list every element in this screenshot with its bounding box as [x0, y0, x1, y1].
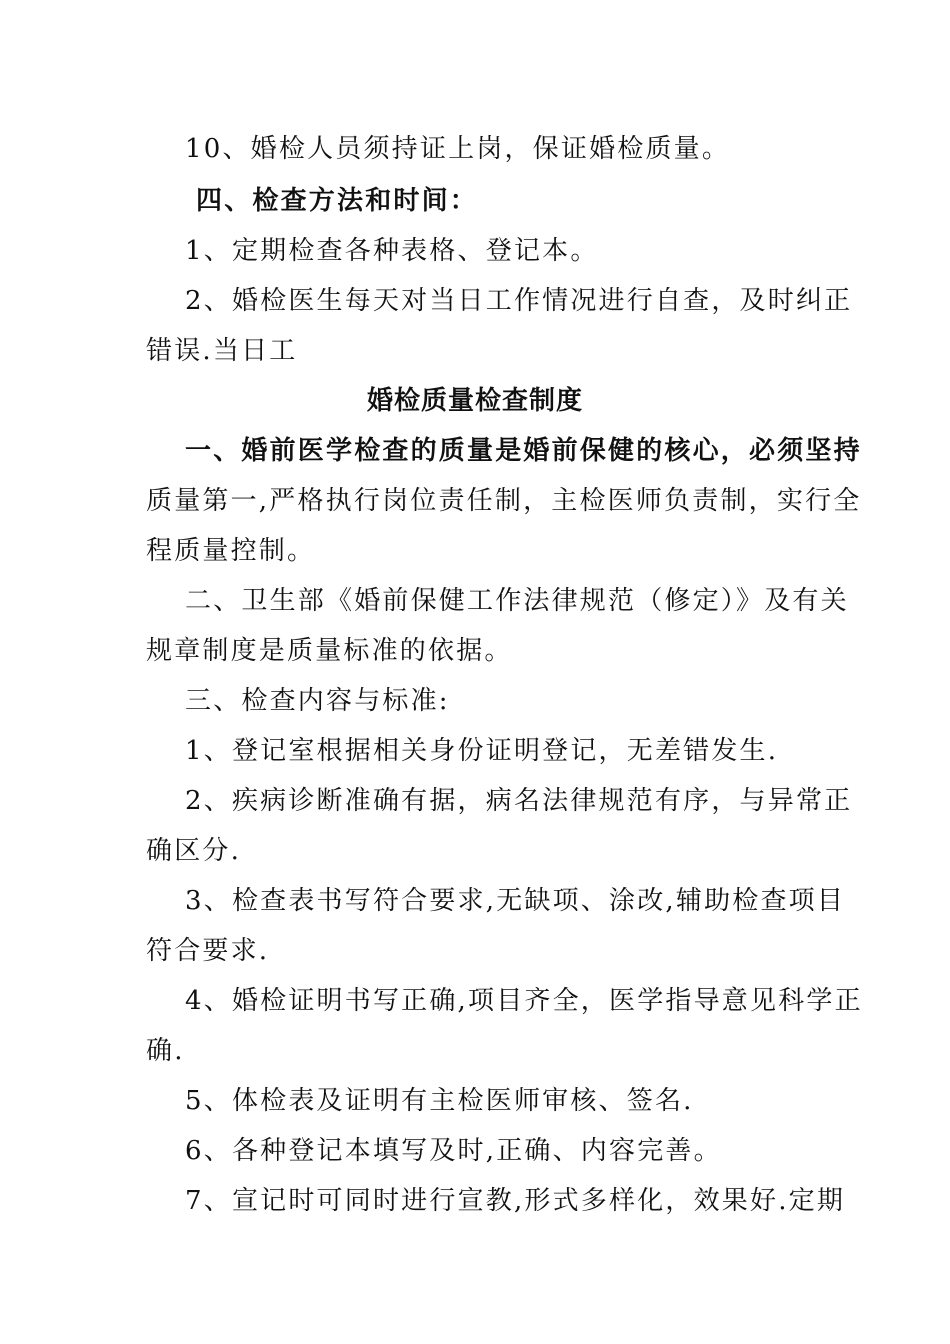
- section-2-paragraph-line-2: 规章制度是质量标准的依据。: [146, 636, 513, 666]
- standard-6-paragraph: 6、各种登记本填写及时,正确、内容完善。: [185, 1136, 722, 1166]
- standard-3-paragraph-line-2: 符合要求.: [146, 936, 270, 966]
- document-title: 婚检质量检查制度: [366, 386, 583, 416]
- method-2-paragraph-line-2: 错误.当日工: [146, 336, 298, 366]
- standard-4-paragraph-line-1: 4、婚检证明书写正确,项目齐全，医学指导意见科学正: [185, 986, 863, 1016]
- section-1-paragraph-line-1: 一、婚前医学检查的质量是婚前保健的核心，必须坚持: [185, 436, 862, 466]
- standard-2-paragraph-line-1: 2、疾病诊断准确有据，病名法律规范有序，与异常正: [185, 786, 853, 816]
- section-1-paragraph-line-3: 程质量控制。: [146, 536, 316, 566]
- standard-7-paragraph: 7、宣记时可同时进行宣教,形式多样化，效果好.定期: [185, 1186, 846, 1216]
- section-3-heading: 三、检查内容与标准:: [185, 686, 450, 716]
- method-1-paragraph: 1、定期检查各种表格、登记本。: [185, 236, 599, 266]
- item-10-paragraph: 10、婚检人员须持证上岗，保证婚检质量。: [185, 134, 731, 164]
- standard-4-paragraph-line-2: 确.: [146, 1036, 185, 1066]
- section-1-paragraph-line-2: 质量第一,严格执行岗位责任制，主检医师负责制，实行全: [146, 486, 862, 516]
- standard-3-paragraph-line-1: 3、检查表书写符合要求,无缺项、涂改,辅助检查项目: [185, 886, 846, 916]
- section-4-heading: 四、检查方法和时间：: [196, 186, 479, 216]
- standard-5-paragraph: 5、体检表及证明有主检医师审核、签名.: [185, 1086, 694, 1116]
- method-2-paragraph-line-1: 2、婚检医生每天对当日工作情况进行自查，及时纠正: [185, 286, 853, 316]
- standard-1-paragraph: 1、登记室根据相关身份证明登记，无差错发生.: [185, 736, 779, 766]
- standard-2-paragraph-line-2: 确区分.: [146, 836, 242, 866]
- section-2-paragraph-line-1: 二、卫生部《婚前保健工作法律规范（修定）》及有关: [185, 586, 849, 616]
